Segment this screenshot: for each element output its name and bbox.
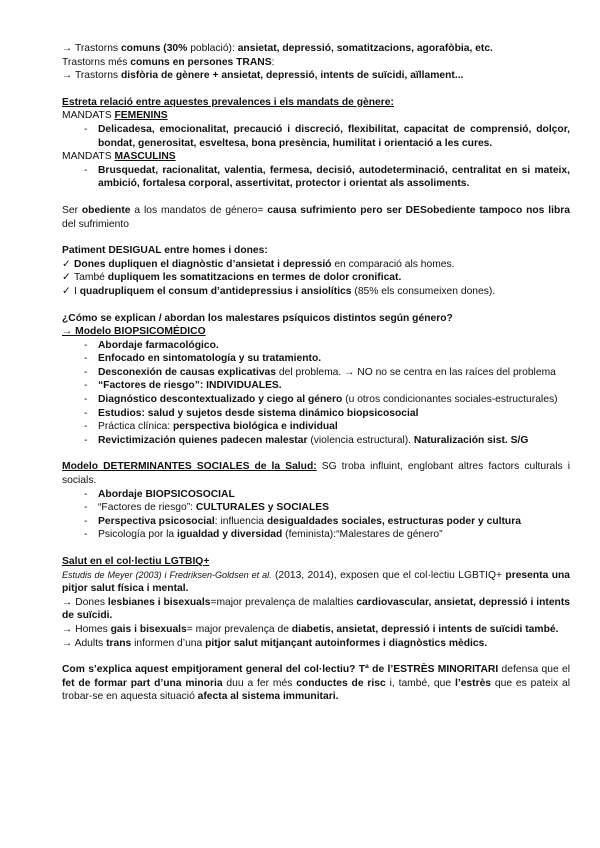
lgtbiq-heading: Salut en el col·lectiu LGTBIQ+ (62, 556, 210, 567)
unequal-item-1: ✓ Dones dupliquen el diagnòstic d’ansietat i depressió en comparació als homes. (62, 258, 455, 270)
check-icon: ✓ (62, 272, 71, 284)
list-item: - Abordaje BIOPSICOSOCIAL (84, 488, 235, 500)
mandates-masculine-label: MANDATS MASCULINS (62, 151, 176, 163)
lgtbiq-women: → Dones lesbianes i bisexuals=major prevalença de malalties cardiovascular, ansietat, depressió i intents de suïcidi. (62, 596, 570, 622)
intro-line-common: → Trastorns comuns (30% població): ansietat, depressió, somatitzacions, agorafòbia, etc. (62, 43, 493, 54)
unequal-item-2: ✓ També dupliquem les somatitzacions en termes de dolor cronificat. (62, 272, 402, 284)
mandates-feminine-label: MANDATS FEMENINS (62, 110, 168, 122)
list-item: - “Factores de riesgo”: INDIVIDUALES. (84, 380, 282, 392)
mandates-masculine-list (62, 164, 570, 191)
biopsico-question: ¿Cómo se explican / abordan los malestares psíquicos distintos según género? (62, 312, 453, 324)
intro-line-trans-heading: Trastorns més comuns en persones TRANS: (62, 56, 275, 68)
list-item: - “Factores de riesgo”: CULTURALES y SOCIALES (84, 502, 329, 514)
list-item: - Abordaje farmacológico. (84, 339, 219, 351)
mandates-heading: Estreta relació entre aquestes prevalences i els mandats de gènere: (62, 96, 394, 108)
determinants-intro: Modelo DETERMINANTES SOCIALES de la Salud: SG troba influint, englobant altres factors culturals i socials. (62, 461, 570, 487)
list-item: - Psicología por la igualdad y diversidad (feminista):“Malestares de género” (84, 529, 443, 541)
list-item: - Práctica clínica: perspectiva biológica e individual (84, 421, 338, 433)
list-item: - Perspectiva psicosocial: influencia desigualdades sociales, estructuras poder y cultura (84, 515, 521, 527)
list-item: - Diagnóstico descontextualizado y ciego al género (u otros condicionantes sociales-estructurales) (84, 394, 558, 406)
mandates-feminine-list (62, 123, 570, 150)
list-item: - Brusquedat, racionalitat, valentia, fermesa, decisió, autodeterminació, centralitat en si mateix, ambició, fortalesa corporal, assertivitat, protector i orientat als assoliments. (84, 164, 570, 190)
check-icon: ✓ (62, 258, 71, 270)
lgtbiq-citation: Estudis de Meyer (2003) i Fredriksen-Goldsen et al. (2013, 2014), exposen que el col·lectiu LGBTIQ+ presenta una pitjor salut física i mental. (62, 569, 570, 595)
list-item: - Enfocado en sintomatología y su tratamiento. (84, 353, 322, 365)
determinants-list (62, 488, 570, 542)
lgtbiq-men: → Homes gais i bisexuals= major prevalença de diabetis, ansietat, depressió i intents de suïcidi també. (62, 623, 559, 635)
list-item: - Estudios: salud y sujetos desde sistema dinámico biopsicosocial (84, 407, 419, 419)
list-item: - Delicadesa, emocionalitat, precaució i discreció, flexibilitat, capacitat de comprensió, dolçor, bondat, generositat, esveltesa, bona presència, humilitat i orientació a les cures. (84, 123, 570, 149)
unequal-heading: Patiment DESIGUAL entre homes i dones: (62, 245, 268, 257)
biopsico-model-title: → Modelo BIOPSICOMÉDICO (62, 326, 206, 338)
list-item: - Desconexión de causas explicativas del problema. → NO no se centra en las raíces del problema (84, 366, 556, 378)
check-icon: ✓ (62, 285, 71, 297)
lgtbiq-trans: → Adults trans informen d’una pitjor salut mitjançant autoinformes i diagnòstics mèdics. (62, 637, 488, 649)
unequal-item-3: ✓ I quadrupliquem el consum d’antidepressius i ansiolítics (85% els consumeixen dones). (62, 285, 496, 297)
minority-stress-paragraph: Com s’explica aquest empitjorament general del col·lectiu? Tª de l’ESTRÈS MINORITARI defensa que el fet de formar part d’una minoria duu a fer més conductes de risc i, també, que l’estrès que es pateix al trobar-se en aquesta situació afecta al sistema immunitari. (62, 664, 570, 703)
list-item: - Revictimización quienes padecen malestar (violencia estructural). Naturalización sist. S/G (84, 434, 529, 446)
biopsico-list (62, 339, 570, 448)
obedient-paragraph: Ser obediente a los mandatos de género= causa sufrimiento pero ser DESobediente tampoco nos libra del sufrimiento (62, 204, 570, 230)
intro-line-trans: → Trastorns disfòria de gènere + ansietat, depressió, intents de suïcidi, aïllament... (62, 70, 464, 82)
